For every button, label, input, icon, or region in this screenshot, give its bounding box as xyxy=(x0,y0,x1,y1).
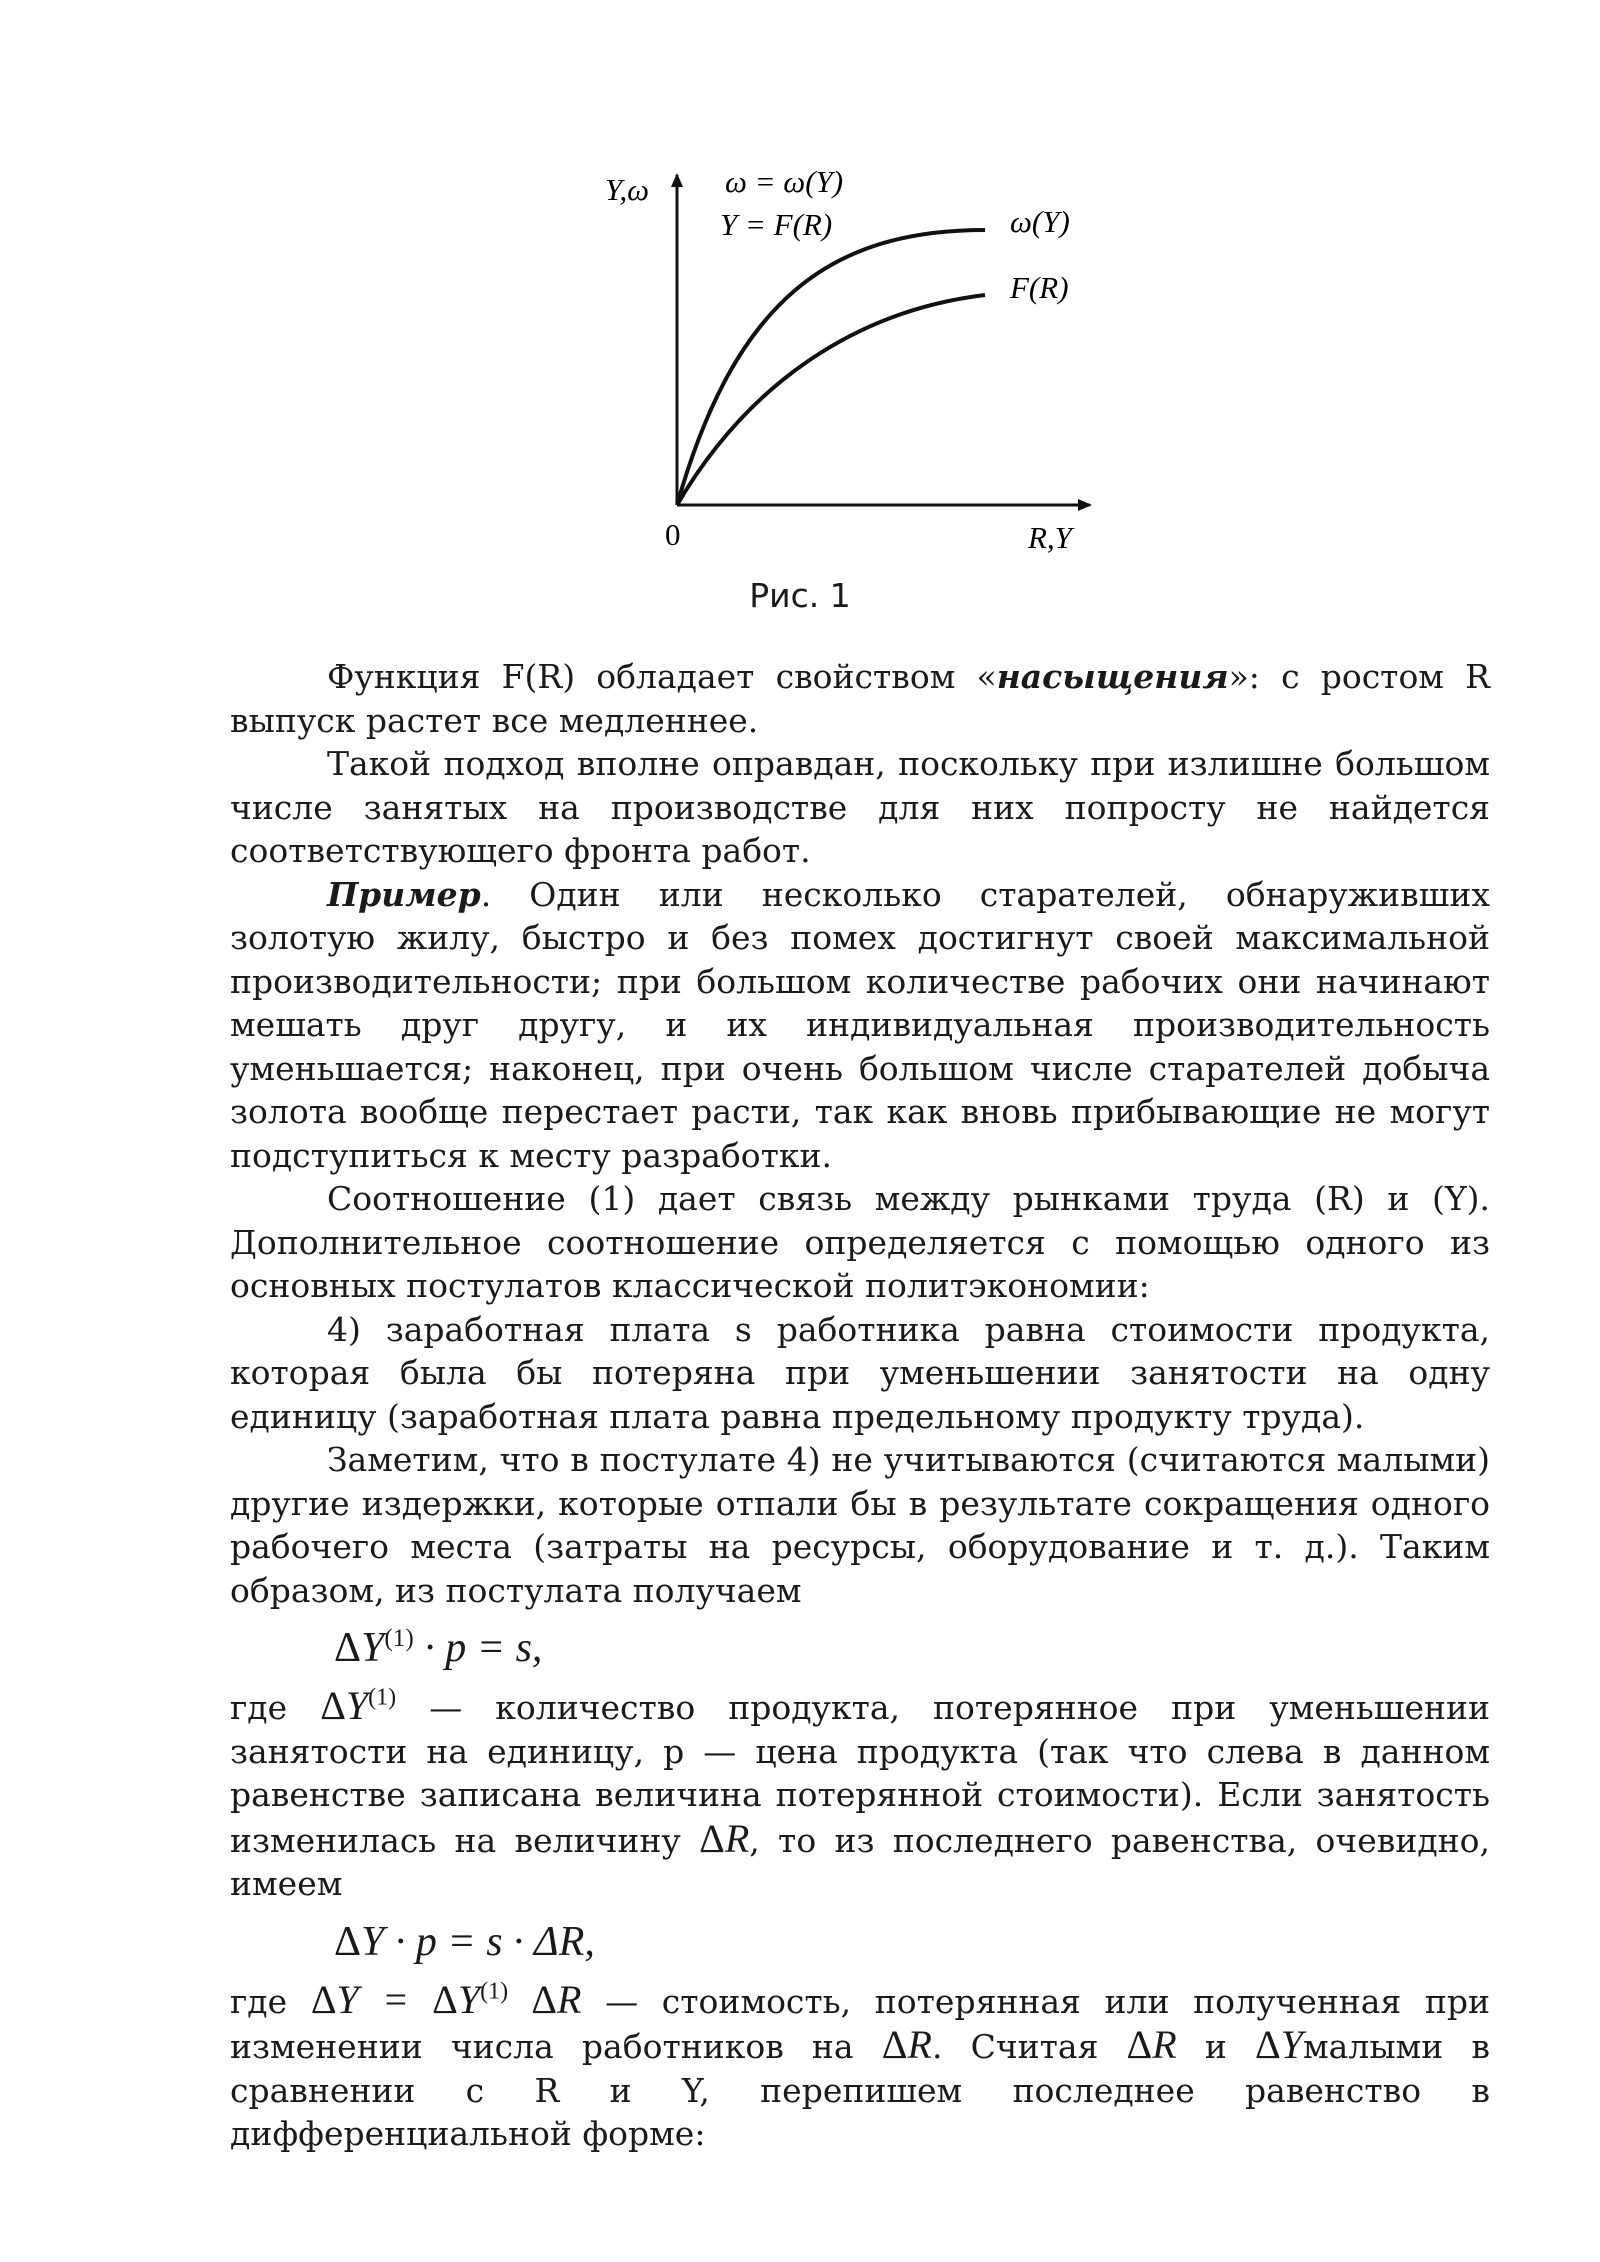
origin-label: 0 xyxy=(665,517,681,552)
equation-omega: ω = ω(Y) xyxy=(725,164,844,199)
paragraph: 4) заработная плата s работника равна стоимости продукта, которая была бы потеряна при уменьшении занятости на одну единицу (заработная плата равна предельному продукту труда). xyxy=(230,1309,1490,1436)
x-axis-label: R,Y xyxy=(1028,520,1072,555)
paragraph: Соотношение (1) дает связь между рынками труда (R) и (Y). Дополнительное соотношение определяется с помощью одного из основных постулатов классической политэкономии: xyxy=(230,1179,1490,1305)
paragraph: Заметим, что в постулате 4) не учитываются (считаются малыми) другие издержки, которые отпали бы в результате сокращения одного рабочего места (затраты на ресурсы, оборудование и т. д.). Таким образом, из постулата получаем xyxy=(230,1440,1490,1610)
figure-caption: Рис. 1 xyxy=(749,576,851,615)
math-inline: ΔR xyxy=(881,2022,932,2067)
formula-1: ΔY$^{(1)}$ · p = s, xyxy=(334,1625,543,1671)
math-inline: $\Delta Y = \Delta Y^{(1)}$ ΔR xyxy=(310,1976,582,2022)
f-curve xyxy=(677,295,985,505)
omega-curve xyxy=(677,230,985,505)
paragraph: Пример. Один или несколько старателей, обнаруживших золотую жилу, быстро и без помех достигнут своей максимальной производительности; при большом количестве рабочих они начинают мешать друг другу, и их индивидуальная производительность уменьшается; наконец, при очень большом числе старателей добыча золота вообще перестает расти, так как вновь прибывающие не могут подступиться к месту разработки. xyxy=(230,874,1490,1175)
curve-label-omega: ω(Y) xyxy=(1010,204,1070,239)
body-text xyxy=(230,655,1490,2156)
figure-graph xyxy=(590,150,1130,570)
formula-2: ΔY · p = s · ΔR, xyxy=(334,1918,595,1965)
paragraph: Функция F(R) обладает свойством «насыщения»: с ростом R выпуск растет все медленнее. xyxy=(230,657,1490,740)
paragraph: Такой подход вполне оправдан, поскольку при излишне большом числе занятых на производстве для них попросту не найдется соответствующего фронта работ. xyxy=(230,744,1490,870)
emphasis: насыщения xyxy=(996,657,1229,696)
math-inline: ΔY$^{(1)}$ xyxy=(320,1683,397,1728)
equation-f: Y = F(R) xyxy=(720,207,833,242)
y-axis-label: Y,ω xyxy=(605,172,650,207)
math-inline: ΔR xyxy=(699,1815,750,1861)
paragraph: где $\Delta Y = \Delta Y^{(1)}$ ΔR — стоимость, потерянная или полученная при изменении числа работников на ΔR. Считая ΔR и ΔYмалыми в сравнении с R и Y, перепишем последнее равенство в дифференциальной форме: xyxy=(230,1976,1490,2153)
math-inline: ΔR xyxy=(1126,2022,1177,2067)
curve-label-f: F(R) xyxy=(1010,270,1069,305)
emphasis: Пример xyxy=(327,874,481,914)
math-inline: ΔY xyxy=(1255,2022,1304,2067)
paragraph: где ΔY$^{(1)}$ — количество продукта, потерянное при уменьшении занятости на единицу, p — цена продукта (так что слева в данном равенстве записана величина потерянной стоимости). Если занятость изменилась на величину ΔR, то из последнего равенства, очевидно, имеем xyxy=(230,1683,1490,1903)
